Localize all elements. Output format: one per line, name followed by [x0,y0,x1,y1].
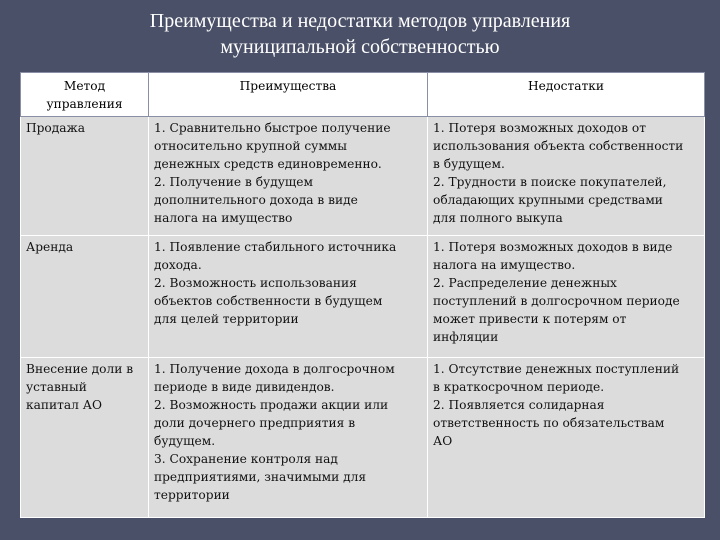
table-row [21,358,705,518]
cell-line: обладающих крупными средствами [433,193,663,207]
cell-line: 1. Появление стабильного источника [154,240,397,254]
header-advantages: Преимущества [149,73,428,117]
method-cell [21,236,149,358]
cell-line: налога на имущество [154,211,293,225]
cell-line: для целей территории [154,312,299,326]
cell-line: ответственность по обязательствам [433,416,665,430]
advantages-cell [149,358,428,518]
cell-line: 2. Возможность использования [154,276,357,290]
cell-line: будущем. [154,434,216,448]
cell-line: 3. Сохранение контроля над [154,452,338,466]
advantages-cell [149,117,428,236]
cell-line: доли дочернего предприятия в [154,416,356,430]
method-cell [21,117,149,236]
cell-line: 2. Получение в будущем [154,175,313,189]
cell-line: дохода. [154,258,202,272]
disadvantages-cell [428,236,705,358]
cell-line: денежных средств единовременно. [154,157,382,171]
cell-line: в будущем. [433,157,505,171]
cell-line: Продажа [26,121,86,135]
cell-line: капитал АО [26,398,102,412]
cell-line: объектов собственности в будущем [154,294,383,308]
cell-line: 2. Появляется солидарная [433,398,605,412]
cell-line: 1. Сравнительно быстрое получение [154,121,391,135]
cell-line: использования объекта собственности [433,139,684,153]
cell-line: поступлений в долгосрочном периоде [433,294,680,308]
slide-title-line-1: Преимущества и недостатки методов управления [149,10,571,32]
header-method-line-1: Метод [63,79,106,93]
table-row [21,236,705,358]
cell-line: 1. Получение дохода в долгосрочном [154,362,395,376]
advantages-cell [149,236,428,358]
cell-line: Аренда [26,240,74,254]
header-disadvantages: Недостатки [428,73,705,117]
cell-line: территории [154,488,230,502]
method-cell [21,358,149,518]
cell-line: налога на имущество. [433,258,576,272]
header-row [21,73,705,117]
cell-line: в краткосрочном периоде. [433,380,605,394]
cell-line: периоде в виде дивидендов. [154,380,335,394]
cell-line: 2. Распределение денежных [433,276,617,290]
cell-line: 2. Возможность продажи акции или [154,398,389,412]
header-method [21,73,149,117]
cell-line: уставный [26,380,87,394]
disadvantages-cell [428,117,705,236]
cell-line: 1. Потеря возможных доходов в виде [433,240,673,254]
cell-line: Внесение доли в [26,362,134,376]
cell-line: относительно крупной суммы [154,139,347,153]
cell-line: 1. Потеря возможных доходов от [433,121,646,135]
cell-line: может привести к потерям от [433,312,627,326]
slide-title-line-2: муниципальной собственностью [220,36,500,58]
disadvantages-cell [428,358,705,518]
cell-line: АО [433,434,453,448]
cell-line: предприятиями, значимыми для [154,470,367,484]
cell-line: инфляции [433,330,499,344]
cell-line: дополнительного дохода в виде [154,193,358,207]
slide-title [0,8,720,60]
table-row [21,117,705,236]
methods-table [20,72,705,518]
cell-line: для полного выкупа [433,211,563,225]
cell-line: 1. Отсутствие денежных поступлений [433,362,680,376]
cell-line: 2. Трудности в поиске покупателей, [433,175,667,189]
header-method-line-2: управления [46,97,123,111]
